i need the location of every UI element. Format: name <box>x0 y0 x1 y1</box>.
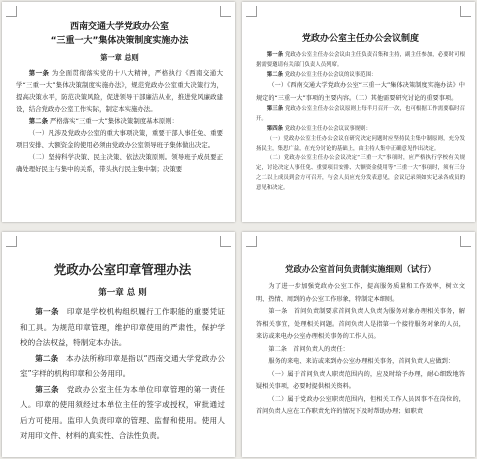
crop-mark <box>6 236 17 247</box>
document-title: 党政办公室印章管理办法 <box>53 262 192 277</box>
document-page-democratic-decision <box>2 2 235 222</box>
crop-mark <box>6 6 17 17</box>
chapter-heading: 第一章 总则 <box>100 53 139 62</box>
paragraph: （一）属于首问负责人职责范围内的，应及时给予办理，耐心细致地答疑相关事项，必要时提供相关资料。 <box>256 370 465 390</box>
paragraph: （二）坚持科学决策、民主决策、依法决策原则。领导班子成员要正确处理好民主与集中的关系，带头执行民主集中制；决策要 <box>16 153 223 173</box>
crop-mark <box>220 236 231 247</box>
document-page-first-inquiry <box>242 232 475 457</box>
paragraph: （一）《西南交通大学党政办公室“三重一大”集体决策制度实施办法》中规定的“三重一大”事项的主要内容。（二）其他需要研究讨论的重要事项。 <box>256 82 465 102</box>
paragraph: 服务的来电、来访或来到办公室办理相关事务，首问负责人应做到： <box>268 358 455 365</box>
crop-mark <box>460 236 471 247</box>
paragraph: 第一条 印章是学校机构组织履行工作职能的重要凭证和工具。为规范印章管理，维护印章使用的严肃性，保护学校的合法权益，特制定本办法。 <box>20 307 226 347</box>
crop-mark <box>220 6 231 17</box>
paragraph: 第三条 党政办公室主任办公会议原则上每半月召开一次，也可根据工作需要临时召开。 <box>256 106 465 123</box>
paragraph: 第一条 为全面贯彻落实党的十八大精神，严格执行《西南交通大学“三重一大”集体决策制度实施办法》，规范党政办公室重大决策行为，提高决策水平，防范决策风险，促进领导干部廉洁从业，推进党风廉政建设，结合党政办公室工作实际，制定本实施办法。 <box>16 69 224 113</box>
paragraph: 第四条 党政办公室主任办公会议议事规则： <box>266 125 371 132</box>
paragraph: （一）凡涉及党政办公室的重大事项决策，重要干部人事任免、重要项目安排、大额资金的使用必须由党政办公室领导班子集体做出决定。 <box>16 129 223 149</box>
paragraph: 第二条 本办法所称印章是指以“西南交通大学党政办公室”字样的机构印章和公务用印。 <box>20 353 225 378</box>
paragraph: 第一条 党政办公室主任办公会议由主任负责召集和主持，副主任参加，必要时可根据需要邀请有关部门负责人员列席。 <box>256 52 465 68</box>
paragraph: （一）党政办公室主任办公会议在研究决定问题时应坚持民主集中制原则，充分发扬民主，集思广益，在充分讨论的基础上，由主持人集中正确意见作出决定。 <box>256 135 465 152</box>
paragraph: （二）党政办公室主任办公会议决定“三重一大”事项时，应严格执行学校有关规定，讨论决定人事任免、重要项目安排、大额资金使用等“三重一大”事项时，须有三分之二以上成员到会方可召开，与会人员应充分发表意见，会议记录须如实记录各成员的意见和决定。 <box>256 155 465 191</box>
document-page-seal-management <box>2 232 235 457</box>
paragraph: 第三条 党政办公室主任为本单位印章管理的第一责任人。印章的使用须经过本单位主任的签字或授权，审批通过后方可使用。监印人负责印章的管理、监督和使用。使用人对用印文件、材料的真实性、合法性负责。 <box>20 384 226 440</box>
paragraph: 为了进一步加强党政办公室工作，提高服务质量和工作效率，树立文明、热情、周到的办公室工作形象，特制定本细则。 <box>256 283 465 303</box>
paragraph: 第一条 首问负责制要求首问负责人负责为服务对象办理相关事务，解答相关事宜，处理相关问题。首问负责人是指第一个接待服务对象的人员，来访或来电办公室办理相关事务的工作人员。 <box>256 308 465 340</box>
crop-mark <box>246 6 257 17</box>
document-title: 党政办公室首问负责制实施细则（试行） <box>285 264 436 274</box>
document-page-meeting-system <box>242 2 475 222</box>
chapter-heading: 第一章 总 则 <box>98 288 147 298</box>
paragraph: 第二条 党政办公室主任办公会议的议事范围： <box>266 71 377 78</box>
paragraph: （二）属于党政办公室职责范围内，但相关工作人员因事不在岗位的，首问负责人应在工作职责允许的情况下及时帮助办理；如职责 <box>256 395 465 415</box>
document-title-line1: 西南交通大学党政办公室 <box>69 22 169 32</box>
document-title-line2: “三重一大”集体决策制度实施办法 <box>50 36 189 46</box>
crop-mark <box>246 236 257 247</box>
document-title: 党政办公室主任办公会议制度 <box>301 34 419 44</box>
paragraph: 第二条 首问负责人的责任： <box>268 345 349 353</box>
paragraph: 第二条 严格落实“三重一大”集体决策制度基本原则： <box>28 117 179 125</box>
crop-mark <box>460 6 471 17</box>
